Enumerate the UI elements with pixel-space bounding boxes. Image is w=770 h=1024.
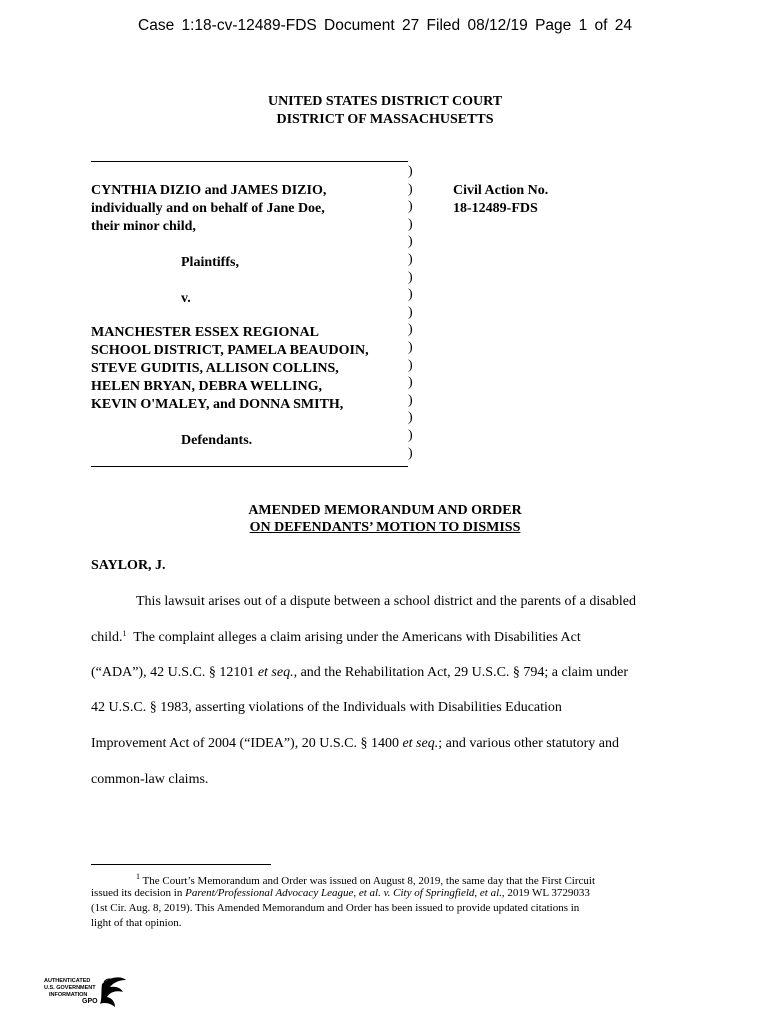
plaintiff-name-line: individually and on behalf of Jane Doe, [91, 201, 325, 216]
caption-paren: ) [408, 357, 413, 373]
caption-paren: ) [408, 181, 413, 197]
footnote-text: The Court’s Memorandum and Order was issued on August 8, 2019, the same day that the First Circuit [140, 875, 596, 887]
footnote-reference[interactable]: 1 [122, 629, 127, 638]
caption-paren: ) [408, 269, 413, 285]
caption-paren: ) [408, 304, 413, 320]
caption-paren: ) [408, 427, 413, 443]
body-line: This lawsuit arises out of a dispute between a school district and the parents of a disabled [136, 594, 636, 609]
gpo-authentication-logo [44, 974, 128, 1014]
footnote-line: (1st Cir. Aug. 8, 2019). This Amended Memorandum and Order has been issued to provide updated citations in [91, 902, 580, 914]
footnote-marker: 1 [136, 872, 140, 881]
court-name: UNITED STATES DISTRICT COURT [267, 94, 503, 109]
gpo-eagle-icon [44, 974, 128, 1014]
body-line [91, 629, 581, 646]
civil-action-label: Civil Action No. [453, 183, 549, 198]
footnote-text: issued its decision in [91, 887, 186, 899]
logo-text: AUTHENTICATED [44, 978, 91, 984]
defendant-name-line: KEVIN O'MALEY, and DONNA SMITH, [91, 397, 344, 412]
defendant-name-line: SCHOOL DISTRICT, PAMELA BEAUDOIN, [91, 343, 369, 358]
caption-bottom-rule [91, 466, 408, 467]
caption-paren: ) [408, 375, 413, 391]
body-text: , and the Rehabilitation Act, 29 U.S.C. § 794; a claim under [293, 665, 628, 680]
body-italic: et seq. [257, 665, 294, 680]
defendant-name-line: STEVE GUDITIS, ALLISON COLLINS, [91, 361, 339, 376]
caption-paren: ) [408, 445, 413, 461]
footnote-text: , 2019 WL 3729033 [501, 887, 590, 899]
body-text: ; and various other statutory and [438, 736, 620, 751]
document-title: AMENDED MEMORANDUM AND ORDER [248, 503, 522, 518]
caption-paren: ) [408, 392, 413, 408]
civil-action-number: 18-12489-FDS [453, 201, 538, 216]
body-italic: et seq. [402, 736, 439, 751]
versus-label: v. [181, 291, 191, 306]
case-header: Case 1:18-cv-12489-FDS Document 27 Filed 08/12/19 Page 1 of 24 [138, 17, 632, 34]
court-district: DISTRICT OF MASSACHUSETTS [276, 112, 494, 127]
caption-paren: ) [408, 339, 413, 355]
judge-name: SAYLOR, J. [91, 558, 166, 573]
caption-paren: ) [408, 216, 413, 232]
caption-paren-column [408, 163, 418, 462]
body-text: The complaint alleges a claim arising under the Americans with Disabilities Act [126, 630, 581, 645]
logo-text: U.S. GOVERNMENT [44, 985, 96, 991]
body-line [91, 736, 619, 752]
caption-paren: ) [408, 251, 413, 267]
caption-paren: ) [408, 287, 413, 303]
footnote-line [136, 872, 595, 887]
plaintiffs-label: Plaintiffs, [181, 255, 239, 270]
footnote-line: light of that opinion. [91, 917, 182, 929]
caption-paren: ) [408, 164, 413, 179]
body-text: Improvement Act of 2004 (“IDEA”), 20 U.S.C. § 1400 [91, 736, 403, 751]
footnote-line [91, 887, 590, 899]
document-subtitle-text: ON DEFENDANTS’ MOTION TO DISMISS [249, 520, 521, 535]
defendant-name-line: MANCHESTER ESSEX REGIONAL [91, 325, 319, 340]
plaintiff-name-line: their minor child, [91, 219, 196, 234]
footnote-italic: Parent/Professional Advocacy League, et al. v. City of Springfield, et al. [185, 887, 502, 899]
logo-mark: GPO [82, 998, 98, 1005]
caption-top-rule [91, 161, 408, 162]
caption-paren: ) [408, 199, 413, 215]
document-subtitle [0, 520, 770, 536]
plaintiff-name-line: CYNTHIA DIZIO and JAMES DIZIO, [91, 183, 327, 198]
footnote-separator [91, 864, 271, 865]
body-line: common-law claims. [91, 772, 209, 787]
caption-paren: ) [408, 234, 413, 250]
body-line [91, 665, 628, 681]
defendants-label: Defendants. [181, 433, 253, 448]
body-text: (“ADA”), 42 U.S.C. § 12101 [91, 665, 258, 680]
caption-paren: ) [408, 410, 413, 426]
caption-paren: ) [408, 322, 413, 338]
body-text: child. [91, 630, 123, 645]
logo-text: INFORMATION [49, 992, 88, 998]
body-line: 42 U.S.C. § 1983, asserting violations of the Individuals with Disabilities Education [91, 700, 562, 715]
defendant-name-line: HELEN BRYAN, DEBRA WELLING, [91, 379, 322, 394]
